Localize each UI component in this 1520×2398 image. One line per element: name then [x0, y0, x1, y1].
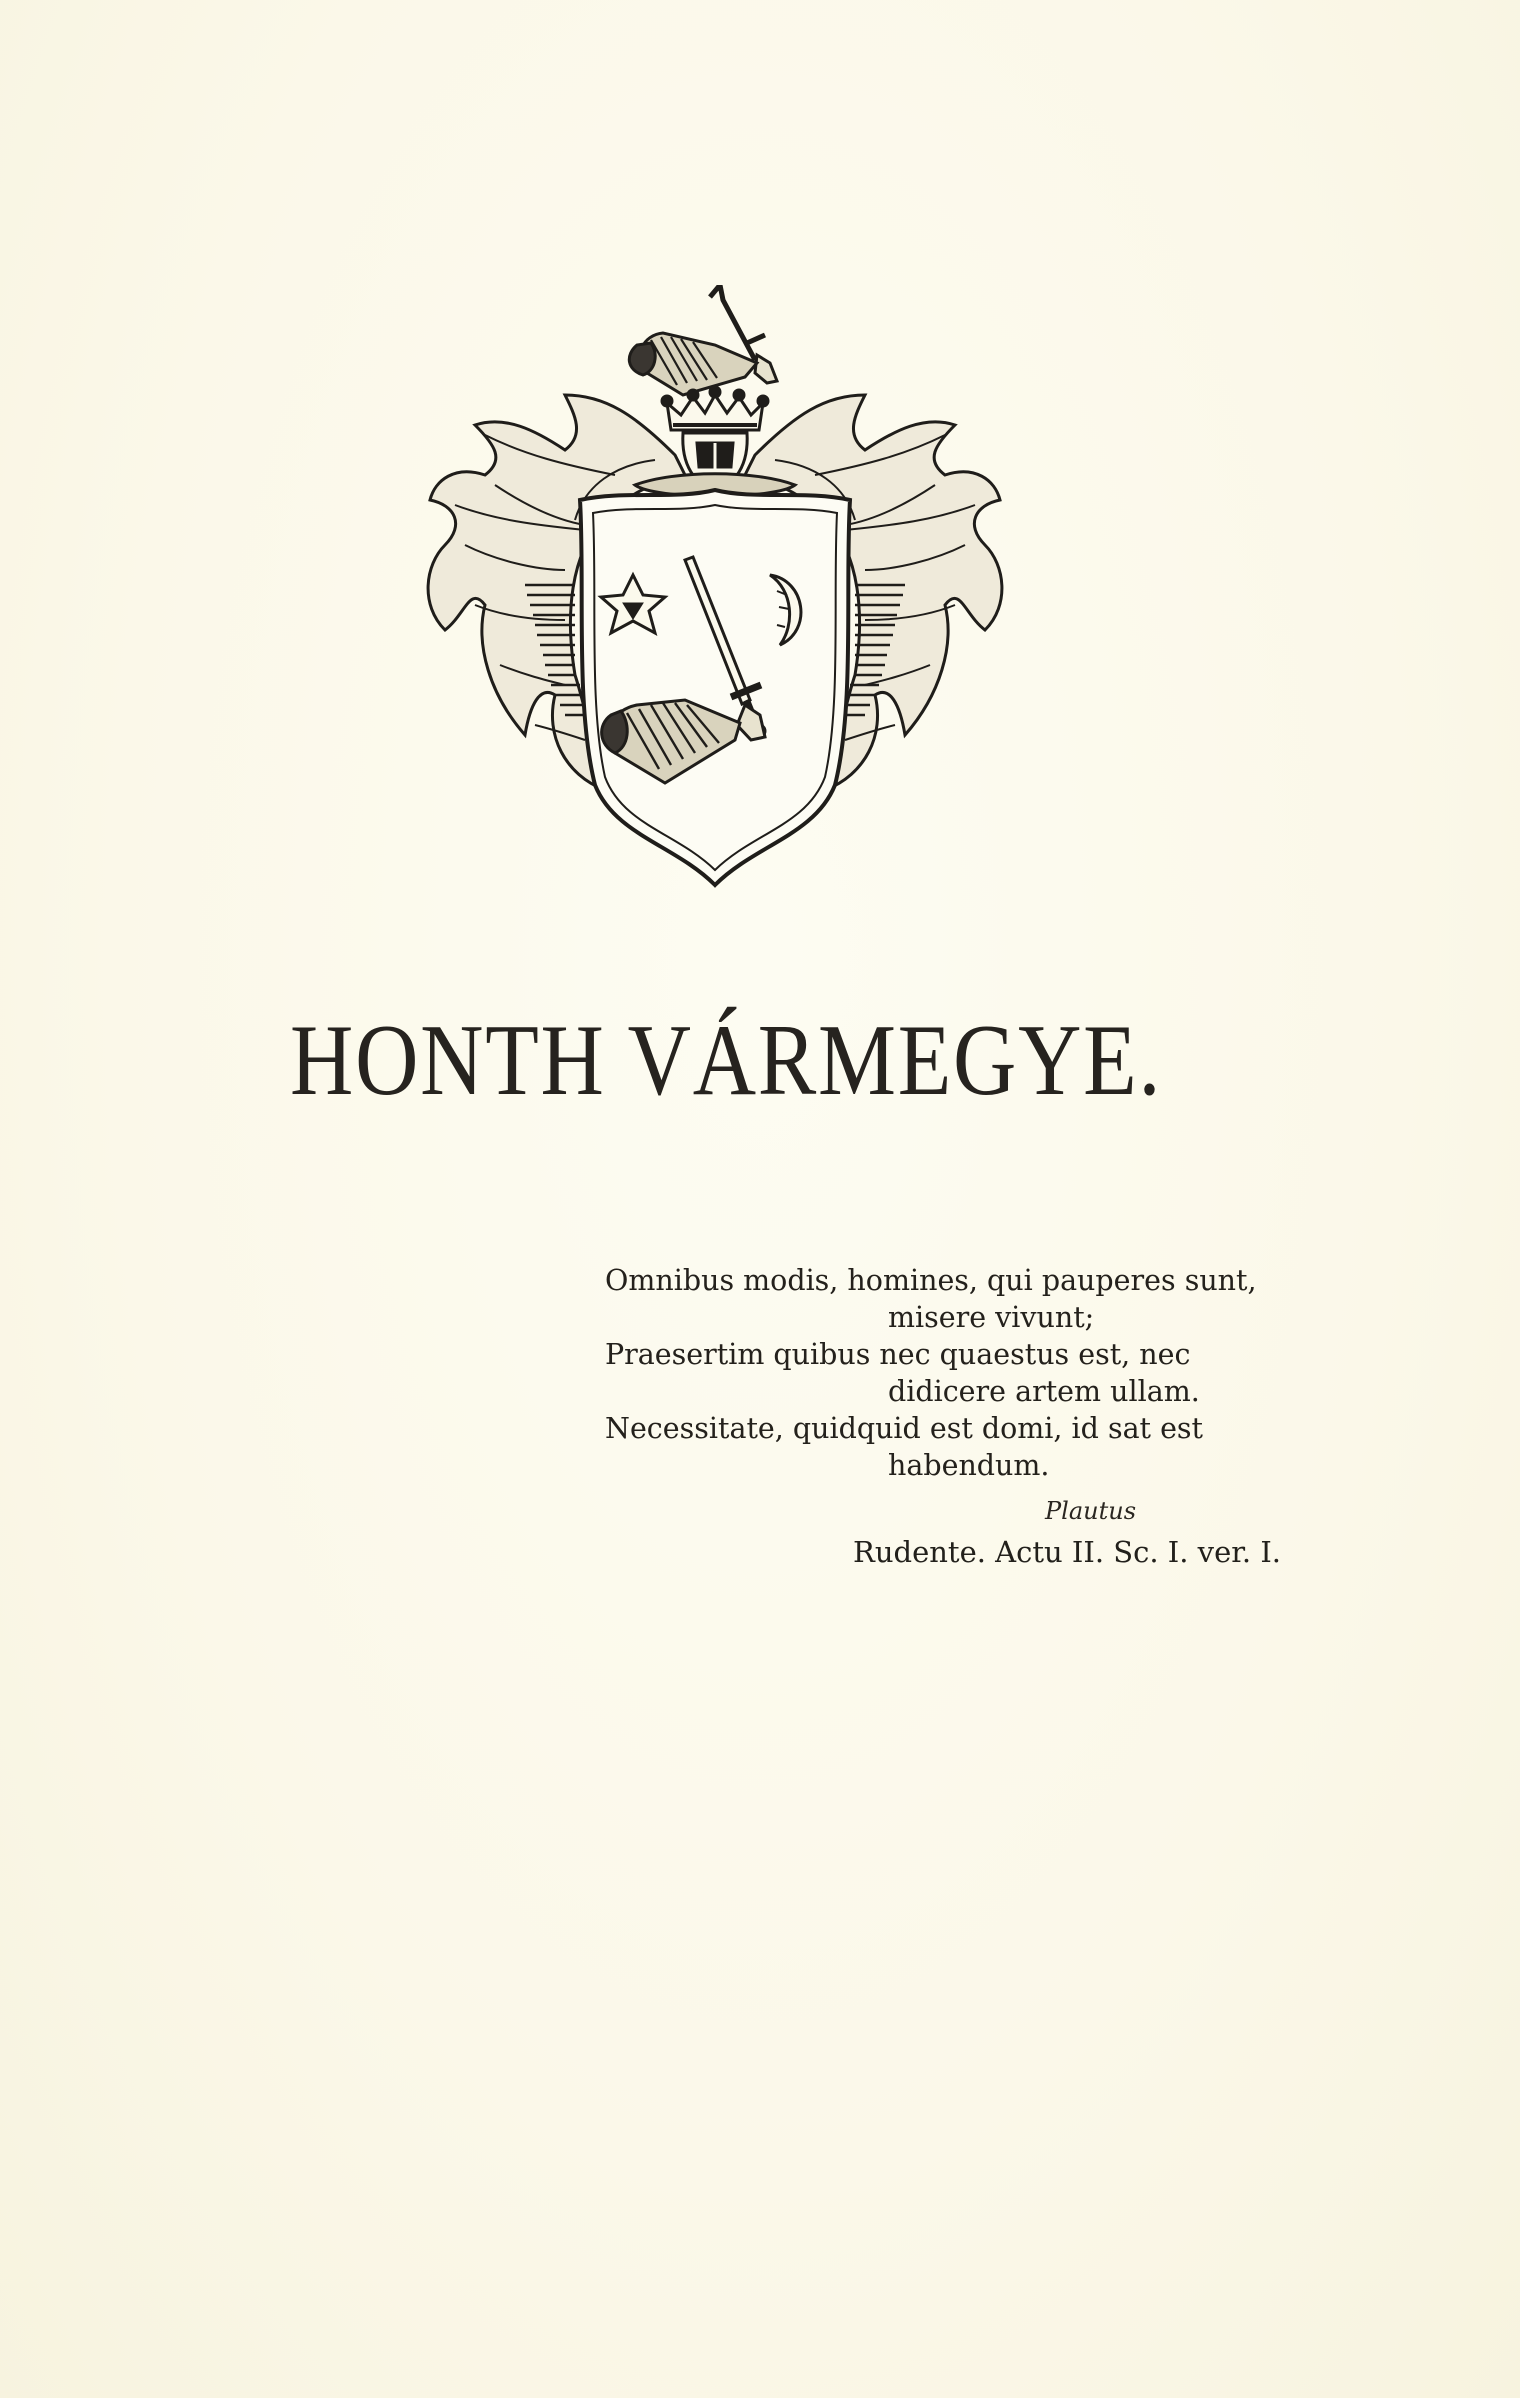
- quote-reference: Rudente. Actu II. Sc. I. ver. I.: [853, 1535, 1282, 1569]
- coat-of-arms-emblem: [415, 285, 1015, 890]
- crest-arm-sword: [629, 285, 777, 395]
- quote-line: Praesertim quibus nec quaestus est, nec: [605, 1338, 1191, 1371]
- quote-line: habendum.: [888, 1449, 1050, 1482]
- quote-line: didicere artem ullam.: [888, 1375, 1200, 1408]
- quote-line: Omnibus modis, homines, qui pauperes sunt,: [605, 1264, 1257, 1297]
- quote-author: Plautus: [1045, 1497, 1137, 1525]
- epigraph-quote: [605, 1262, 1365, 1484]
- quote-line: misere vivunt;: [888, 1301, 1095, 1334]
- quote-line: Necessitate, quidquid est domi, id sat est: [605, 1412, 1204, 1445]
- shield: [580, 490, 850, 885]
- page-title: HONTH VÁRMEGYE.: [290, 1004, 1163, 1117]
